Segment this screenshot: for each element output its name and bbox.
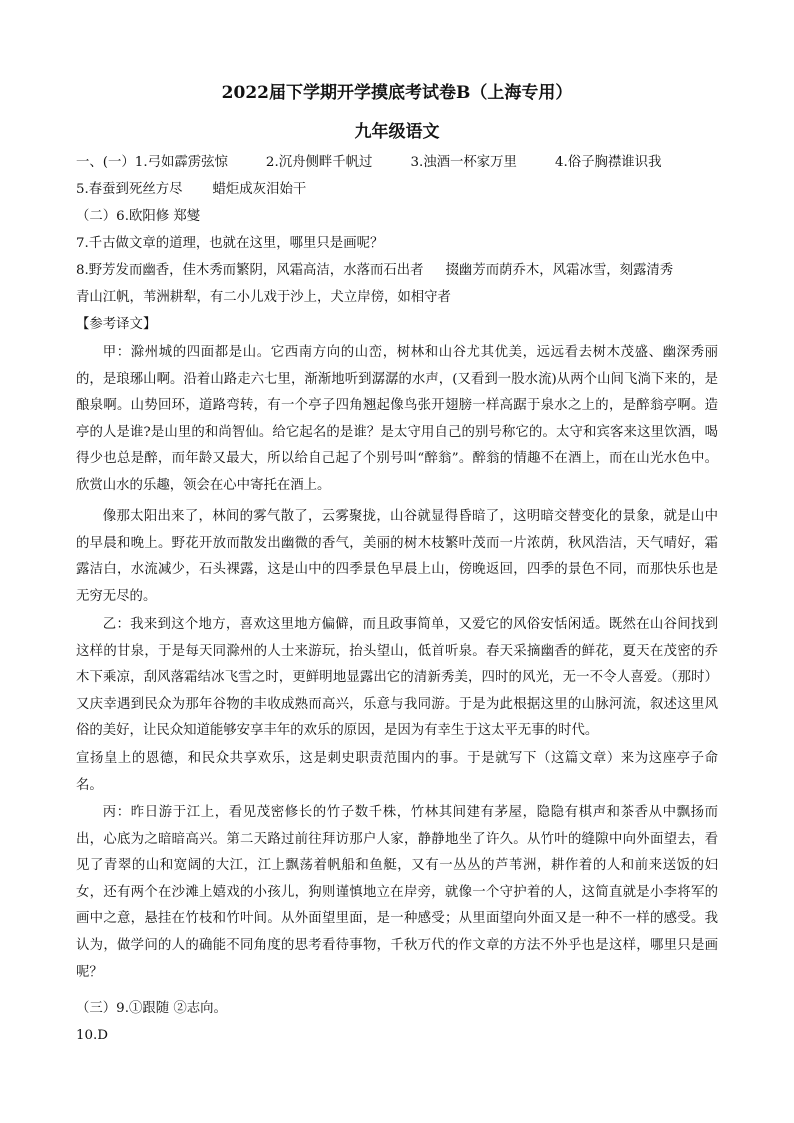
document-title: 2022届下学期开学摸底考试卷B（上海专用） [221, 83, 573, 103]
translation-paragraph-1: 甲：滁州城的四面都是山。它西南方向的山峦，树林和山谷尤其优美，远远看去树木茂盛、幽深秀丽的，是琅琊山啊。沿着山路走六七里，渐渐地听到潺潺的水声，(又看到一股水流)从两个山间飞淌下来的，是酿泉啊。山势回环，道路弯转，有一个亭子四角翘起像鸟张开翅膀一样高踞于泉水之上的，是醉翁亭啊。造亭的人是谁?是山里的和尚智仙。给它起名的是谁？是太守用自己的别号称它的。太守和宾客来这里饮酒，喝得少也总是醉，而年龄又最大，所以给自己起了个别号叫“醉翁”。醉翁的情趣不在酒上，而在山光水色中。欣赏山水的乐趣，领会在心中寄托在酒上。 [76, 345, 718, 493]
answer-line-q5 [76, 181, 718, 199]
document-subtitle: 九年级语文 [354, 122, 440, 142]
answer-item-4: 4.俗子胸襟谁识我 [554, 155, 662, 170]
translation-paragraph-2: 像那太阳出来了，林间的雾气散了，云雾聚拢，山谷就显得昏暗了，这明暗交替变化的景象，就是山中的早晨和晚上。野花开放而散发出幽微的香气，美丽的树木枝繁叶茂而一片浓荫，秋风浩洁，天气晴好，霜露洁白，水流减少，石头裸露，这是山中的四季景色早晨上山，傍晚返回，四季的景色不同，而那快乐也是无穷无尽的。 [76, 509, 718, 604]
answer-q8-part1: 8.野芳发而幽香，佳木秀而繁阴，风霜高洁，水落而石出者 [76, 263, 424, 278]
answer-line-q6: （二）6.欧阳修 郑燮 [76, 209, 201, 224]
answer-item-2: 2.沉舟侧畔千帆过 [265, 155, 373, 170]
answer-line-q7: 7.千古做文章的道理，也就在这里，哪里只是画呢？ [76, 236, 384, 251]
answer-line-q1-4 [76, 154, 718, 172]
translation-paragraph-5: 丙：昨日游于江上，看见茂密修长的竹子数千株，竹林其间建有茅屋，隐隐有棋声和茶香从中飘扬而出，心底为之暗暗高兴。第二天路过前往拜访那户人家，静静地坐了许久。从竹叶的缝隙中向外面望去，看见了青翠的山和宽阔的大江，江上飘荡着帆船和鱼艇，又有一丛丛的芦苇洲，耕作着的人和前来送饭的妇女，还有两个在沙滩上嬉戏的小孩儿，狗则谨慎地立在岸旁，就像一个守护着的人，这简直就是小李将军的画中之意，悬挂在竹枝和竹叶间。从外面望里面，是一种感受；从里面望向外面又是一种不一样的感受。我认为，做学问的人的确能不同角度的思考看待事物，千秋万代的作文章的方法不外乎也是这样，哪里只是画呢？ [76, 805, 718, 980]
translation-paragraph-3: 乙：我来到这个地方，喜欢这里地方偏僻，而且政事简单，又爱它的风俗安恬闲适。既然在山谷间找到这样的甘泉，于是每天同滁州的人士来游玩，抬头望山，低首听泉。春天采摘幽香的鲜花，夏天在茂密的乔木下乘凉，刮风落霜结冰飞雪之时，更鲜明地显露出它的清新秀美，四时的风光，无一不令人喜爱。（那时）又庆幸遇到民众为那年谷物的丰收成熟而高兴，乐意与我同游。于是为此根据这里的山脉河流，叙述这里风俗的美好，让民众知道能够安享丰年的欢乐的原因，是因为有幸生于这太平无事的时代。 [76, 617, 718, 739]
answer-line-q8 [76, 262, 718, 280]
answer-q8-part2: 掇幽芳而荫乔木，风霜冰雪，刻露清秀 [445, 263, 674, 278]
section-prefix: 一、(一） [76, 155, 135, 170]
translation-paragraph-4: 宣扬皇上的恩德，和民众共享欢乐，这是刺史职责范围内的事。于是就写下（这篇文章）来为这座亭子命名。 [76, 751, 718, 793]
reference-heading: 【参考译文】 [76, 317, 157, 332]
answer-item-1: 1.弓如霹雳弦惊 [134, 155, 228, 170]
answer-item-5: 5.春蚕到死丝方尽 [76, 182, 183, 197]
answer-line-q9: （三）9.①跟随 ②志向。 [76, 1001, 227, 1016]
answer-line-q10: 10.D [76, 1028, 109, 1043]
answer-item-5b: 蜡炬成灰泪始干 [212, 182, 307, 197]
answer-line-q8-cont: 青山江帆，苇洲耕犁，有二小儿戏于沙上，犬立岸傍，如相守者 [76, 290, 451, 305]
answer-item-3: 3.浊酒一杯家万里 [410, 155, 517, 170]
